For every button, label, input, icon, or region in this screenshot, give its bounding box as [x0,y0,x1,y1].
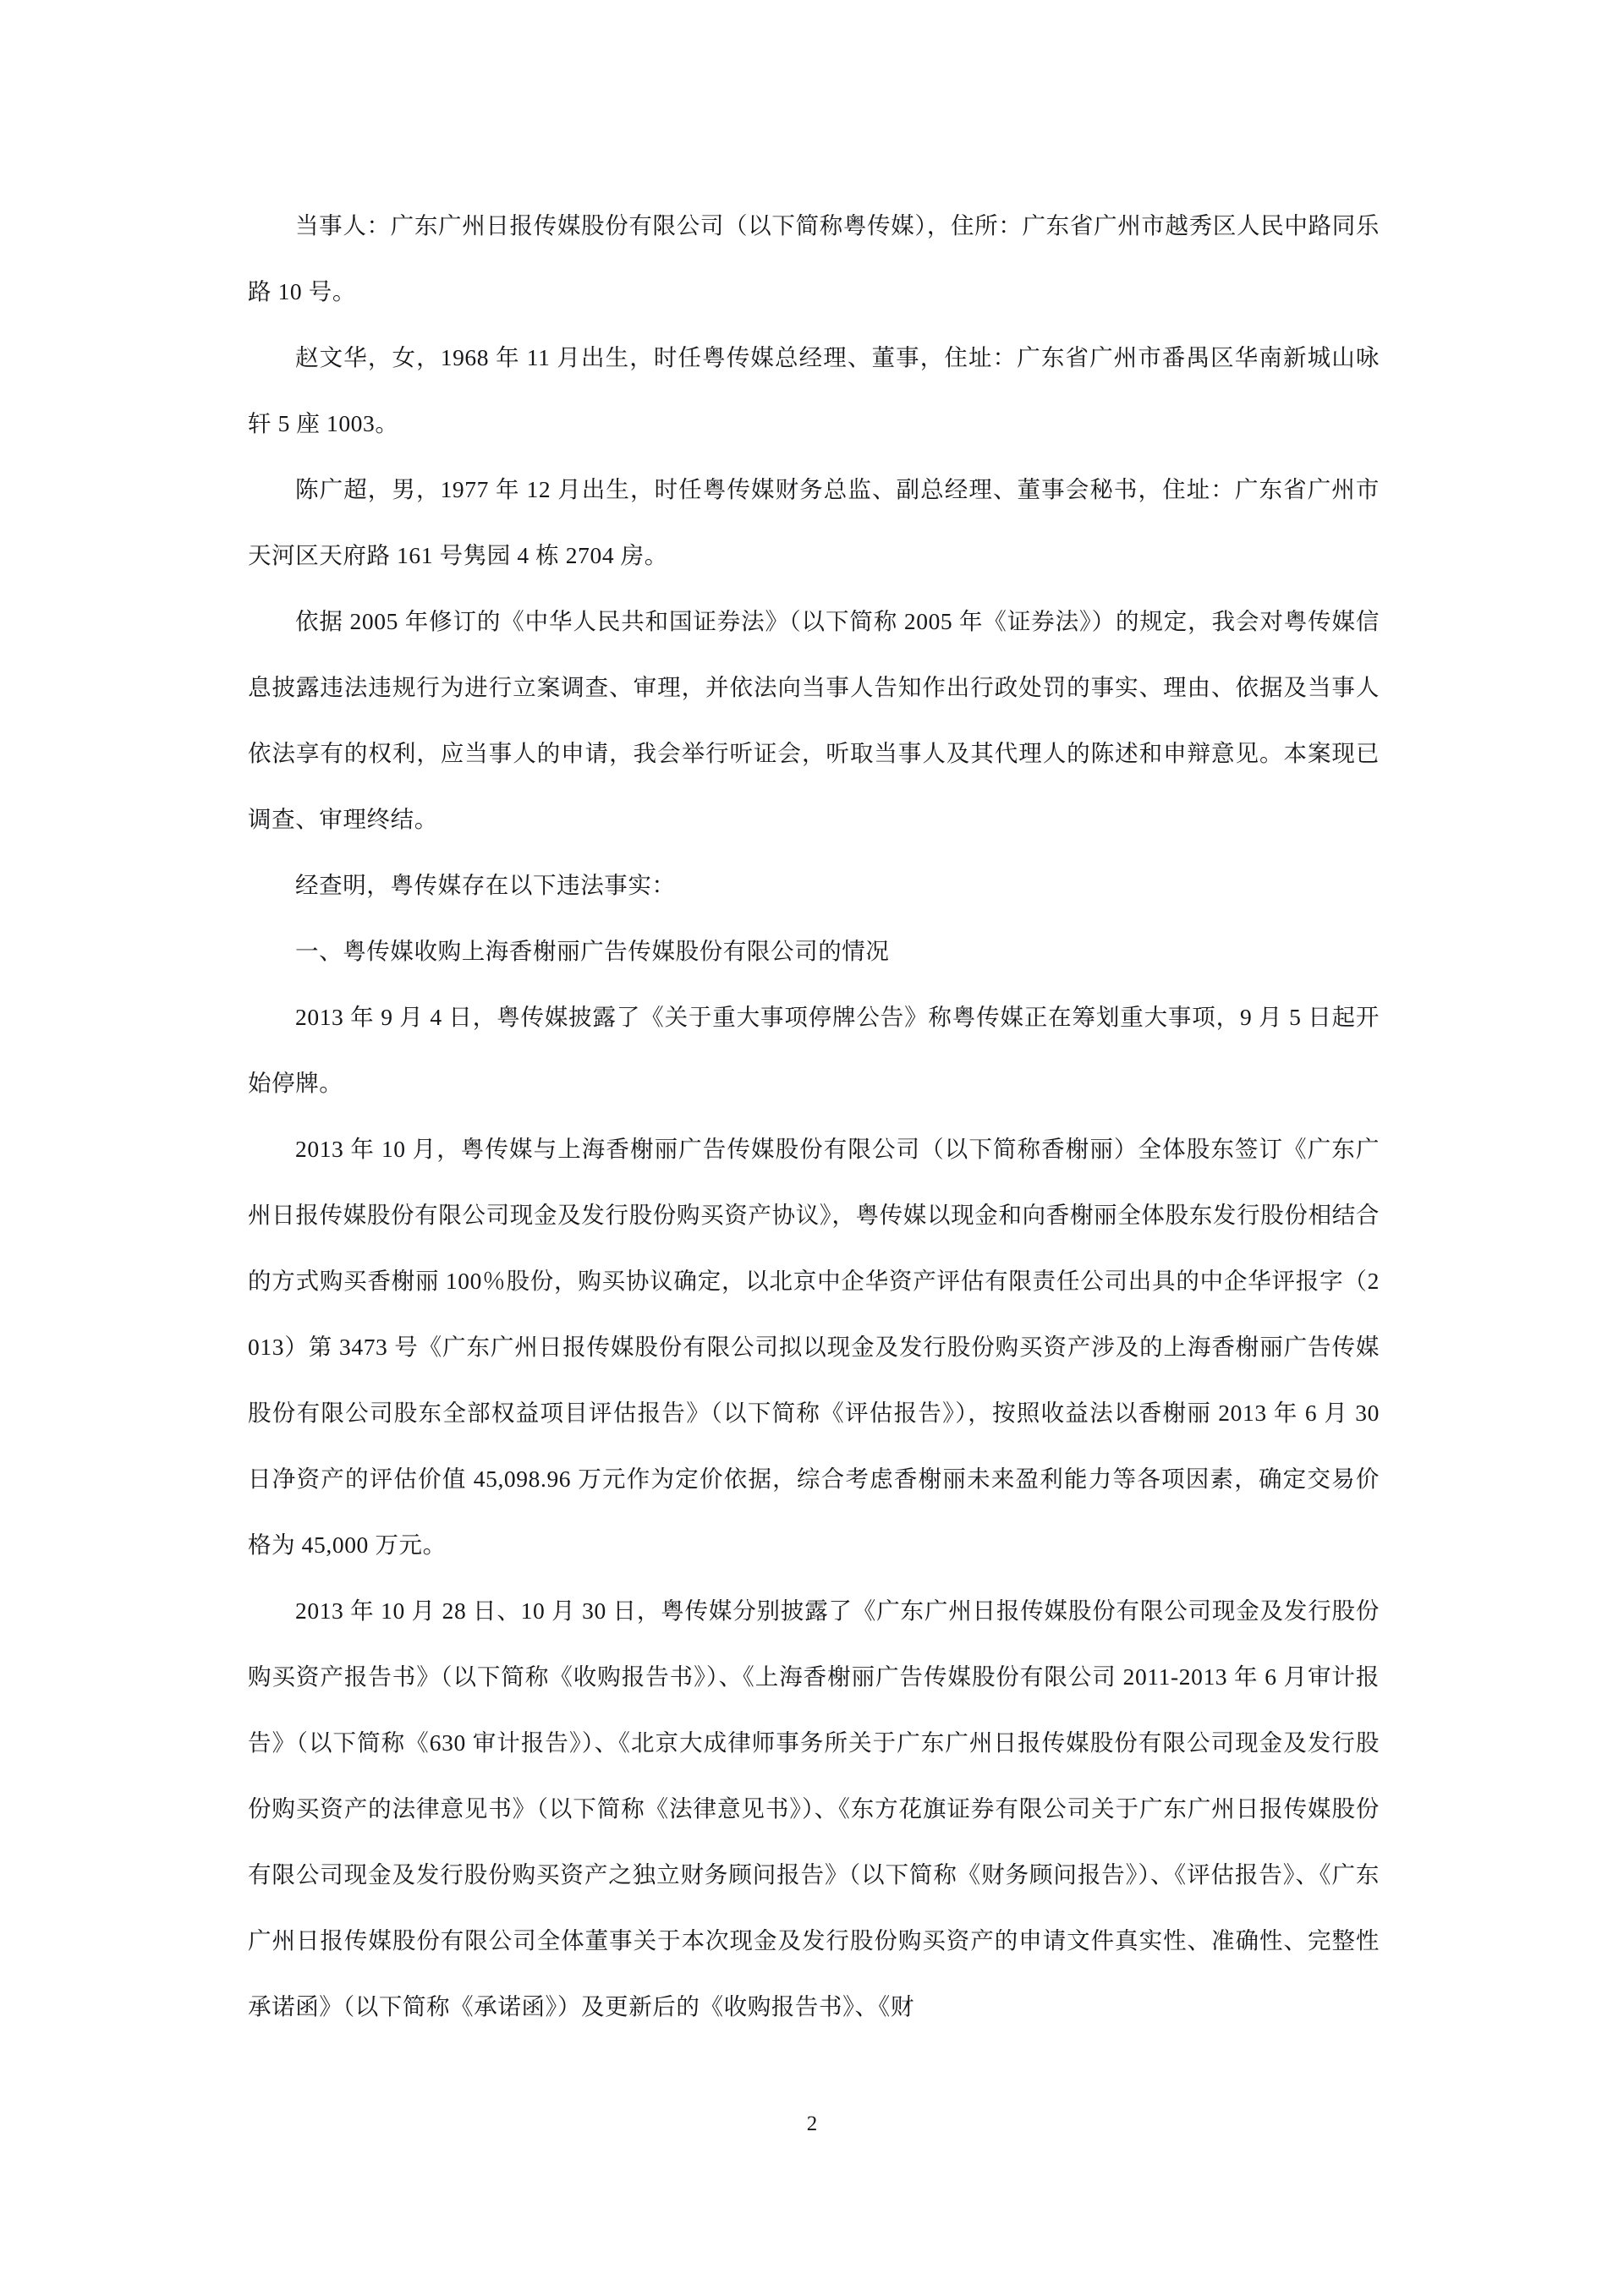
paragraph-disclosure-documents: 2013 年 10 月 28 日、10 月 30 日，粤传媒分别披露了《广东广州日报传媒股份有限公司现金及发行股份购买资产报告书》（以下简称《收购报告书》）、《上海香榭丽广告传媒股份有限公司 2011-2013 年 6 月审计报告》（以下简称《630 审计报告》）、《北京大成律师事务所关于广东广州日报传媒股份有限公司现金及发行股份购买资产的法律意见书》（以下简称《法律意见书》）、《东方花旗证券有限公司关于广东广州日报传媒股份有限公司现金及发行股份购买资产之独立财务顾问报告》（以下简称《财务顾问报告》）、《评估报告》、《广东广州日报传媒股份有限公司全体董事关于本次现金及发行股份购买资产的申请文件真实性、准确性、完整性承诺函》（以下简称《承诺函》）及更新后的《收购报告书》、《财 [248,1597,1380,2019]
paragraph-acquisition-agreement: 2013 年 10 月，粤传媒与上海香榭丽广告传媒股份有限公司（以下简称香榭丽）全体股东签订《广东广州日报传媒股份有限公司现金及发行股份购买资产协议》，粤传媒以现金和向香榭丽全体股东发行股份相结合的方式购买香榭丽 100％股份，购买协议确定，以北京中企华资产评估有限责任公司出具的中企华评报字（2013）第 3473 号《广东广州日报传媒股份有限公司拟以现金及发行股份购买资产涉及的上海香榭丽广告传媒股份有限公司股东全部权益项目评估报告》（以下简称《评估报告》），按照收益法以香榭丽 2013 年 6 月 30 日净资产的评估价值 45,098.96 万元作为定价依据，综合考虑香榭丽未来盈利能力等各项因素，确定交易价格为 45,000 万元。 [248,1136,1380,1558]
paragraph-legal-basis: 依据 2005 年修订的《中华人民共和国证券法》（以下简称 2005 年《证券法》）的规定，我会对粤传媒信息披露违法违规行为进行立案调查、审理，并依法向当事人告知作出行政处罚的事实、理由、依据及当事人依法享有的权利，应当事人的申请，我会举行听证会，听取当事人及其代理人的陈述和申辩意见。本案现已调查、审理终结。 [248,608,1380,832]
page-number: 2 [806,2112,818,2135]
paragraph-party-chen-guangchao: 陈广超，男，1977 年 12 月出生，时任粤传媒财务总监、副总经理、董事会秘书，住址：广东省广州市天河区天府路 161 号隽园 4 栋 2704 房。 [248,476,1380,568]
paragraph-party-company: 当事人：广东广州日报传媒股份有限公司（以下简称粤传媒），住所：广东省广州市越秀区人民中路同乐路 10 号。 [248,212,1380,304]
document-body [248,193,1380,2040]
paragraph-findings-intro: 经查明，粤传媒存在以下违法事实： [295,872,676,898]
paragraph-suspension-announcement: 2013 年 9 月 4 日，粤传媒披露了《关于重大事项停牌公告》称粤传媒正在筹划重大事项，9 月 5 日起开始停牌。 [248,1004,1380,1096]
paragraph-party-zhao-wenhua: 赵文华，女，1968 年 11 月出生，时任粤传媒总经理、董事，住址：广东省广州市番禺区华南新城山咏轩 5 座 1003。 [248,344,1380,436]
section-one-heading: 一、粤传媒收购上海香榭丽广告传媒股份有限公司的情况 [295,938,890,964]
